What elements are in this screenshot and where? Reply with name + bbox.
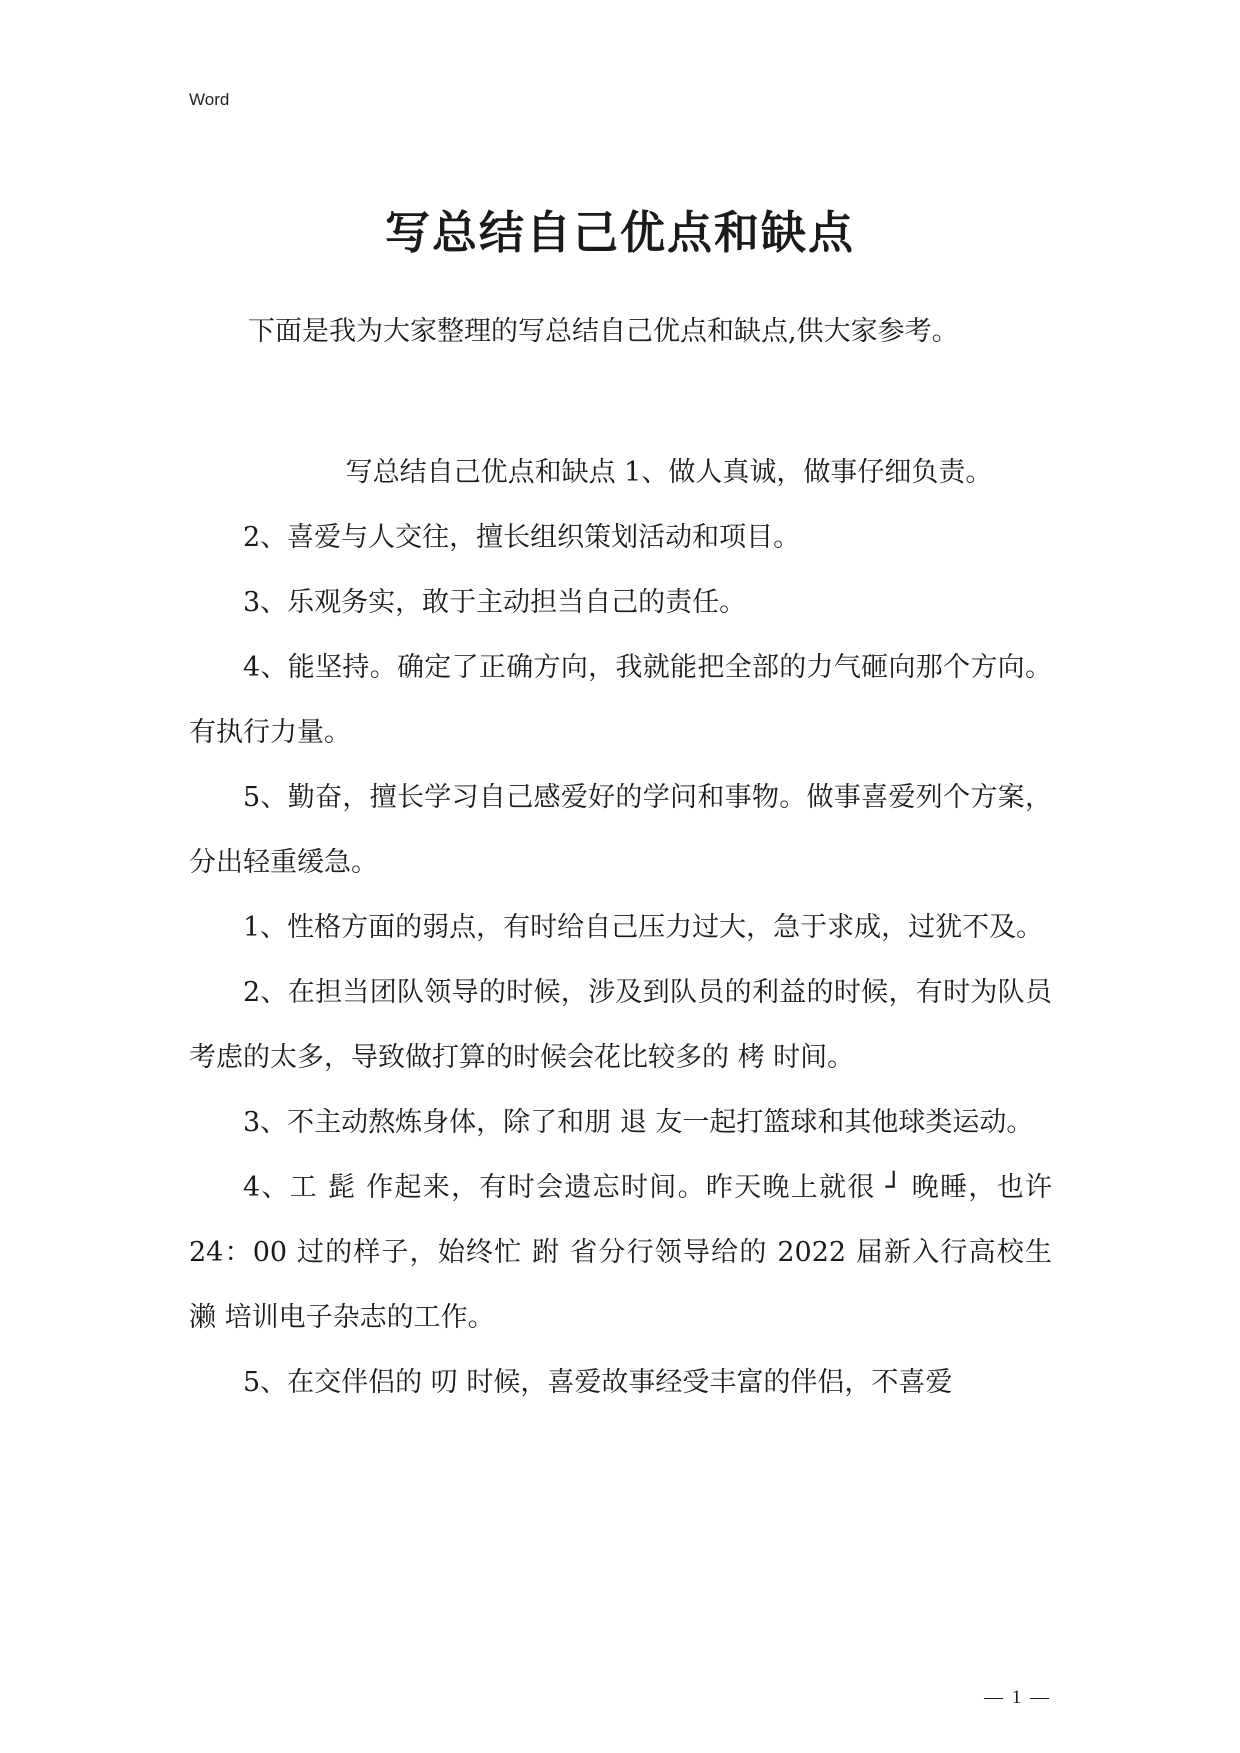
paragraph-strength-1: 写总结自己优点和缺点 1、做人真诚，做事仔细负责。 [345,457,993,488]
paragraph-strength-5: 5、勤奋，擅长学习自己感爱好的学问和事物。做事喜爱列个方案，分出轻重缓急。 [189,782,1052,878]
paragraph-weakness-1: 1、性格方面的弱点，有时给自己压力过大，急于求成，过犹不及。 [243,912,1044,943]
paragraph-weakness-3: 3、不主动熬炼身体，除了和朋 退 友一起打篮球和其他球类运动。 [243,1107,1034,1138]
paragraph-weakness-2: 2、在担当团队领导的时候，涉及到队员的利益的时候，有时为队员考虑的太多，导致做打算的时候会花比较多的 栲 时间。 [189,977,1052,1073]
paragraph-strength-4: 4、能坚持。确定了正确方向，我就能把全部的力气砸向那个方向。有执行力量。 [189,652,1052,748]
intro-paragraph: 下面是我为大家整理的写总结自己优点和缺点,供大家参考。 [248,316,959,347]
paragraph-strength-2: 2、喜爱与人交往，擅长组织策划活动和项目。 [243,522,801,553]
paragraph-weakness-5: 5、在交伴侣的 叨 时候，喜爱故事经受丰富的伴侣，不喜爱 [243,1367,953,1398]
document-title: 写总结自己优点和缺点 [384,206,855,259]
page-number: — 1 — [984,1687,1051,1708]
paragraph-weakness-4: 4、工 髭 作起来，有时会遗忘时间。昨天晚上就很 ┘ 晚睡，也许 24：00 过的样子，始终忙 跗 省分行领导给的 2022 届新入行高校生 濑 培训电子杂志的工作。 [189,1172,1052,1333]
document-body [189,440,1052,1415]
header-label: Word [189,90,230,109]
paragraph-strength-3: 3、乐观务实，敢于主动担当自己的责任。 [243,587,747,618]
